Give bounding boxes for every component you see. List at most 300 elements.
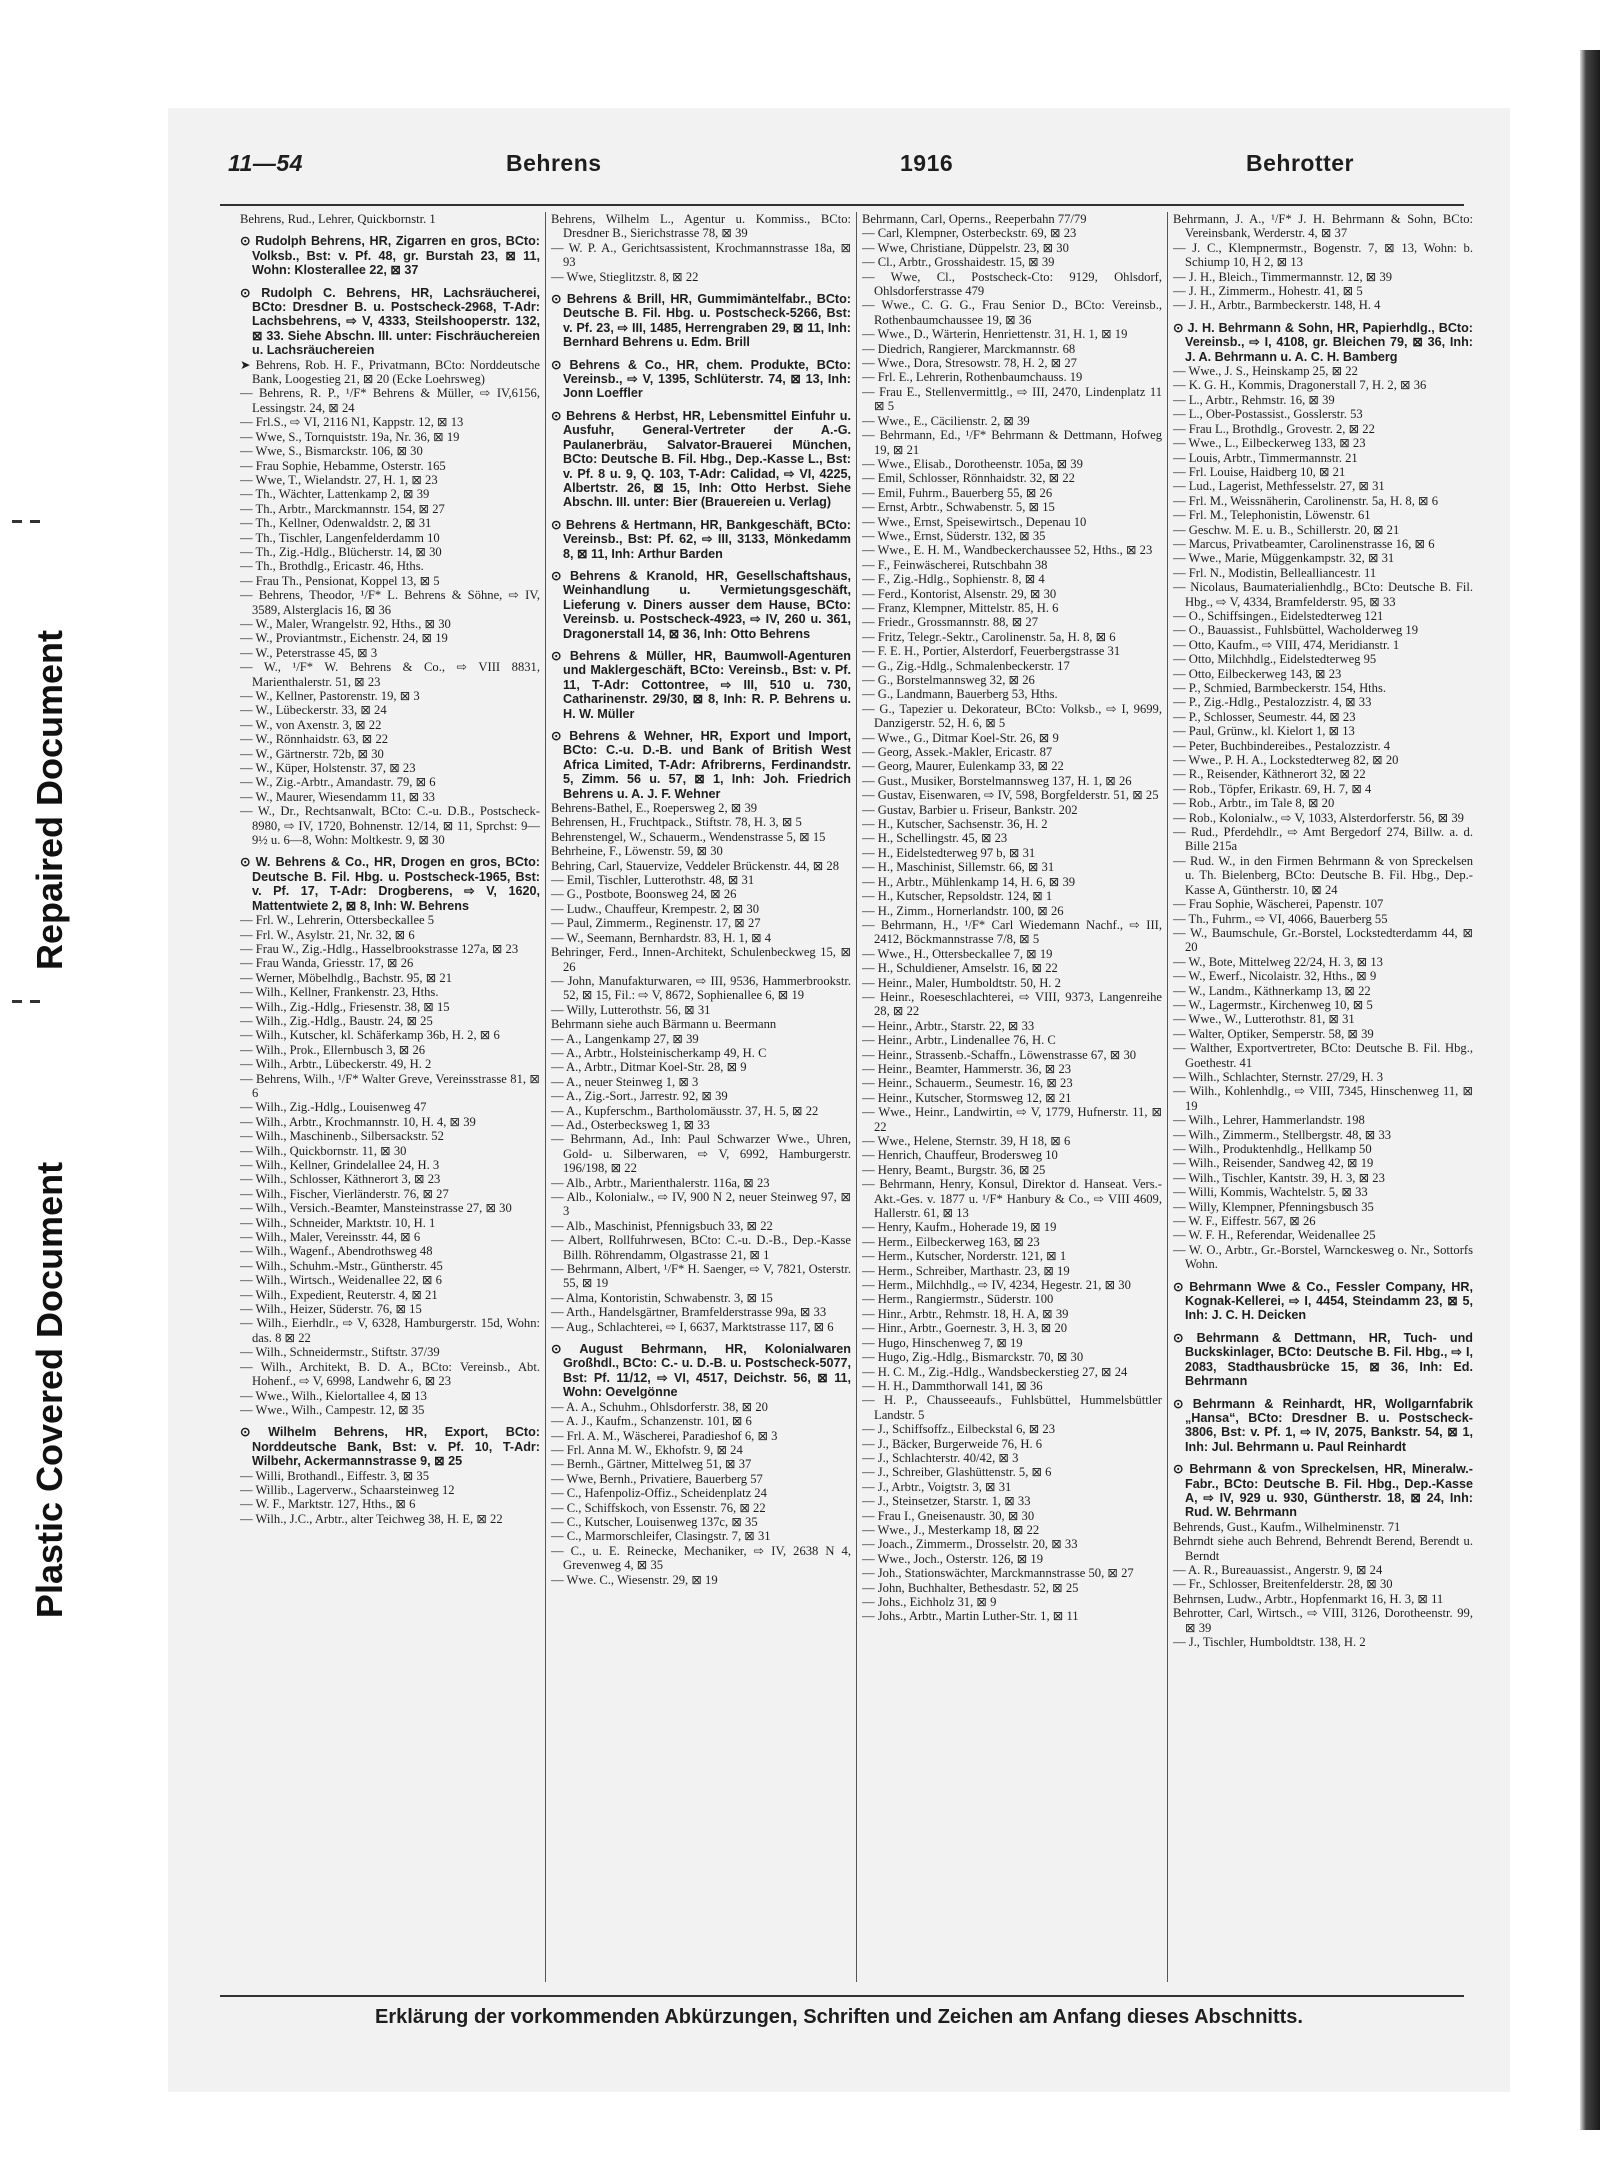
directory-entry: Behrmann, Carl, Operns., Reeperbahn 77/79 — [862, 212, 1087, 226]
directory-entry: — Wwe., J., Mesterkamp 18, ⊠ 22 — [862, 1522, 1040, 1537]
directory-entry: — Wwe., C. G. G., Frau Senior D., BCto: Vereinsb., Rothenbaumchaussee 19, ⊠ 36 — [862, 298, 1162, 327]
directory-entry: — Cl., Arbtr., Grosshaidestr. 15, ⊠ 39 — [862, 255, 1055, 270]
directory-entry: — Wwe., P. H. A., Lockstedterweg 82, ⊠ 20 — [1173, 753, 1399, 768]
directory-entry: — Heinr., Strassenb.-Schaffn., Löwenstrasse 67, ⊠ 30 — [862, 1047, 1137, 1062]
column-2 — [551, 212, 851, 1982]
directory-entry: — J. H., Bleich., Timmermannstr. 12, ⊠ 39 — [1173, 269, 1393, 284]
directory-entry: — Wwe., Marie, Müggenkampstr. 32, ⊠ 31 — [1173, 551, 1395, 566]
directory-entry: — Wilh., Zimmerm., Stellbergstr. 48, ⊠ 33 — [1173, 1127, 1392, 1142]
directory-entry: Behrndt siehe auch Behrend, Behrendt Berend, Berendt u. Berndt — [1173, 1534, 1473, 1563]
directory-entry: — Herm., Rangiermstr., Süderstr. 100 — [862, 1292, 1054, 1307]
directory-entry: — Walter, Optiker, Semperstr. 58, ⊠ 39 — [1173, 1026, 1374, 1041]
directory-entry: — Wwe., J. S., Heinskamp 25, ⊠ 22 — [1173, 364, 1358, 379]
directory-entry: — W. F. H., Referendar, Weidenallee 25 — [1173, 1228, 1376, 1243]
directory-entry: — Herm., Eilbeckerweg 163, ⊠ 23 — [862, 1234, 1040, 1249]
directory-entry: — Wilh., Kellner, Grindelallee 24, H. 3 — [240, 1158, 440, 1172]
directory-entry: — Willi, Kommis, Wachtelstr. 5, ⊠ 33 — [1173, 1185, 1368, 1200]
directory-entry: ⊙ Wilhelm Behrens, HR, Export, BCto: Norddeutsche Bank, Bst: v. Pf. 10, T-Adr: Wilbehr, Ackermannstrasse 9, ⊠ 25 — [240, 1425, 540, 1469]
directory-entry: — Frau L., Brothdlg., Grovestr. 2, ⊠ 22 — [1173, 421, 1375, 436]
margin-dash — [12, 520, 22, 523]
directory-entry: — Henry, Kaufm., Hoherade 19, ⊠ 19 — [862, 1220, 1057, 1235]
directory-entry: — Wilh., Tischler, Kantstr. 39, H. 3, ⊠ 23 — [1173, 1170, 1385, 1185]
directory-entry: — Wilh., J.C., Arbtr., alter Teichweg 38, H. E, ⊠ 22 — [240, 1511, 503, 1526]
directory-entry: — J. C., Klempnermstr., Bogenstr. 7, ⊠ 13, Wohn: b. Schiump 10, H 2, ⊠ 13 — [1173, 240, 1473, 270]
directory-entry: — Behrens, Theodor, ¹/F* L. Behrens & Söhne, ⇨ IV, 3589, Alsterglacis 16, ⊠ 36 — [240, 588, 540, 617]
directory-entry: — Wwe, Christiane, Düppelstr. 23, ⊠ 30 — [862, 240, 1069, 255]
directory-entry: — Emil, Tischler, Lutterothstr. 48, ⊠ 31 — [551, 873, 755, 888]
directory-entry: — Hinr., Arbtr., Rehmstr. 18, H. A, ⊠ 39 — [862, 1306, 1069, 1321]
directory-entry: Behrensen, H., Fruchtpack., Stiftstr. 78, H. 3, ⊠ 5 — [551, 815, 802, 830]
directory-entry: Behrens-Bathel, E., Roepersweg 2, ⊠ 39 — [551, 801, 758, 816]
directory-entry: — Gustav, Barbier u. Friseur, Bankstr. 202 — [862, 802, 1078, 817]
directory-entry: — Wilh., Eierhdlr., ⇨ V, 6328, Hamburgerstr. 15d, Wohn: das. 8 ⊠ 22 — [240, 1316, 540, 1345]
directory-entry: — Alma, Kontoristin, Schwabenstr. 3, ⊠ 15 — [551, 1290, 773, 1305]
directory-entry: — W., Landm., Käthnerkamp 13, ⊠ 22 — [1173, 983, 1371, 998]
directory-entry: — Georg, Maurer, Eulenkamp 33, ⊠ 22 — [862, 759, 1064, 774]
directory-entry: — J., Schiffsoffz., Eilbeckstal 6, ⊠ 23 — [862, 1422, 1056, 1437]
plastic-covered-document-label: Plastic Covered Document — [29, 1161, 70, 1619]
directory-entry: — Willib., Lagerverw., Schaarsteinweg 12 — [240, 1482, 455, 1497]
directory-entry: — F., Zig.-Hdlg., Sophienstr. 8, ⊠ 4 — [862, 572, 1045, 587]
directory-entry: — Willy, Lutterothstr. 56, ⊠ 31 — [551, 1002, 711, 1017]
directory-entry: — Frl.S., ⇨ VI, 2116 N1, Kappstr. 12, ⊠ 13 — [240, 415, 464, 430]
directory-entry: — W., Küper, Holstenstr. 37, ⊠ 23 — [240, 761, 416, 776]
directory-entry: Behrotter, Carl, Wirtsch., ⇨ VIII, 3126, Dorotheenstr. 99, ⊠ 39 — [1173, 1606, 1473, 1635]
directory-entry: — Peter, Buchbindereibes., Pestalozzistr. 4 — [1173, 738, 1391, 753]
directory-entry: — W., Lagermstr., Kirchenweg 10, ⊠ 5 — [1173, 997, 1373, 1012]
directory-entry: — Wwe., Ernst, Speisewirtsch., Depenau 10 — [862, 514, 1087, 529]
directory-entry: — Frl. A. M., Wäscherei, Paradieshof 6, ⊠ 3 — [551, 1428, 778, 1443]
directory-entry: — Otto, Milchhdlg., Eidelstedterweg 95 — [1173, 652, 1377, 667]
directory-columns — [240, 212, 1476, 1992]
directory-entry: — Behrmann, H., ¹/F* Carl Wiedemann Nachf., ⇨ III, 2412, Böckmannstrasse 7/8, ⊠ 5 — [862, 917, 1162, 947]
directory-entry: — A., Zig.-Sort., Jarrestr. 92, ⊠ 39 — [551, 1089, 728, 1104]
directory-entry: — W., Maler, Wrangelstr. 92, Hths., ⊠ 30 — [240, 616, 451, 631]
directory-entry: — Heinr., Schauerm., Seumestr. 16, ⊠ 23 — [862, 1076, 1073, 1091]
directory-entry: — Frau Th., Pensionat, Koppel 13, ⊠ 5 — [240, 573, 440, 588]
directory-entry: — C., Hafenpoliz-Offiz., Scheidenplatz 24 — [551, 1486, 767, 1501]
directory-entry: ⊙ Behrens & Co., HR, chem. Produkte, BCto: Vereinsb., ⇨ V, 1395, Schlüterstr. 74, ⊠ 13, Inh: Jonn Loeffler — [551, 357, 851, 401]
directory-entry: — O., Schiffsingen., Eidelstedterweg 121 — [1173, 608, 1384, 623]
directory-entry: — Wwe., Wilh., Kielortallee 4, ⊠ 13 — [240, 1388, 427, 1403]
directory-entry: — Frl. E., Lehrerin, Rothenbaumchauss. 19 — [862, 370, 1083, 385]
directory-entry: — A. R., Bureauassist., Angerstr. 9, ⊠ 24 — [1173, 1562, 1383, 1577]
directory-entry: — Geschw. M. E. u. B., Schillerstr. 20, ⊠ 21 — [1173, 522, 1400, 537]
directory-entry: — W., Gärtnerstr. 72b, ⊠ 30 — [240, 746, 384, 761]
directory-entry: — G., Borstelmannsweg 32, ⊠ 26 — [862, 673, 1035, 687]
column-divider — [545, 212, 546, 1982]
directory-entry: — Otto, Kaufm., ⇨ VIII, 474, Meridianstr. 1 — [1173, 637, 1400, 652]
directory-entry: — Wwe., E. H. M., Wandbeckerchaussee 52, Hths., ⊠ 23 — [862, 543, 1153, 558]
directory-entry: — Henrich, Chauffeur, Brodersweg 10 — [862, 1148, 1058, 1163]
directory-entry: — Frl. Anna M. W., Ekhofstr. 9, ⊠ 24 — [551, 1442, 743, 1457]
directory-entry: — C., Schiffskoch, von Essenstr. 76, ⊠ 22 — [551, 1500, 766, 1515]
directory-entry: — Wwe., E., Cäcilienstr. 2, ⊠ 39 — [862, 413, 1030, 428]
column-1 — [240, 212, 540, 1982]
directory-entry: — Wwe, S., Tornquiststr. 19a, Nr. 36, ⊠ 19 — [240, 429, 460, 444]
directory-entry: — Joach., Zimmerm., Drosselstr. 20, ⊠ 33 — [862, 1537, 1078, 1552]
directory-entry: — Heinr., Roeseschlachterei, ⇨ VIII, 9373, Langenreihe 28, ⊠ 22 — [862, 989, 1162, 1019]
directory-entry: Behrheine, F., Löwenstr. 59, ⊠ 30 — [551, 844, 723, 859]
directory-entry: — Th., Kellner, Odenwaldstr. 2, ⊠ 31 — [240, 516, 432, 531]
directory-entry: — Wwe., Heinr., Landwirtin, ⇨ V, 1779, Hufnerstr. 11, ⊠ 22 — [862, 1105, 1162, 1134]
column-divider — [1167, 212, 1168, 1982]
directory-entry: — W., Rönnhaidstr. 63, ⊠ 22 — [240, 732, 389, 747]
directory-entry: Behringer, Ferd., Innen-Architekt, Schulenbeckweg 15, ⊠ 26 — [551, 945, 851, 974]
directory-entry: — W., Peterstrasse 45, ⊠ 3 — [240, 645, 378, 660]
directory-entry: — Rud., Pferdehdlr., ⇨ Amt Bergedorf 274, Billw. a. d. Bille 215a — [1173, 825, 1473, 854]
directory-entry: — H. P., Chausseeaufs., Fuhlsbüttel, Hummelsbüttler Landstr. 5 — [862, 1393, 1162, 1422]
directory-entry: — Ferd., Kontorist, Alsenstr. 29, ⊠ 30 — [862, 586, 1057, 601]
running-header — [208, 150, 1470, 190]
directory-entry: ➤ Behrens, Rob. H. F., Privatmann, BCto: Norddeutsche Bank, Loogestieg 21, ⊠ 20 (Ecke Loehrsweg) — [240, 357, 540, 387]
directory-entry: ⊙ August Behrmann, HR, Kolonialwaren Großhdl., BCto: C.- u. D.-B. u. Postscheck-5077, Bst: Pf. 11/12, ⇨ VI, 4517, Deichstr. 56, ⊠ 11, Wohn: Oevelgönne — [551, 1342, 851, 1400]
directory-entry: — J. H., Zimmerm., Hohestr. 41, ⊠ 5 — [1173, 284, 1363, 299]
header-name-right: Behrotter — [1246, 150, 1355, 176]
directory-entry: ⊙ Behrmann Wwe & Co., Fessler Company, HR, Kognak-Kellerei, ⇨ I, 4454, Steindamm 23, ⊠ 5, Inh: J. C. H. Deicken — [1173, 1279, 1473, 1323]
directory-entry: — A. A., Schuhm., Ohlsdorferstr. 38, ⊠ 20 — [551, 1399, 768, 1414]
directory-entry: — Ad., Osterbecksweg 1, ⊠ 33 — [551, 1117, 710, 1132]
directory-entry: — Frl. W., Asylstr. 21, Nr. 32, ⊠ 6 — [240, 927, 415, 942]
directory-entry: — Willy, Klempner, Pfenningsbusch 35 — [1173, 1199, 1374, 1214]
directory-entry: Behrens, Rud., Lehrer, Quickbornstr. 1 — [240, 212, 436, 226]
directory-entry: Behrends, Gust., Kaufm., Wilhelminenstr. 71 — [1173, 1519, 1401, 1534]
directory-entry: — Behrmann, Ad., Inh: Paul Schwarzer Wwe., Uhren, Gold- u. Silberwaren, ⇨ V, 6992, Hamburgerstr. 196/198, ⊠ 22 — [551, 1132, 851, 1176]
directory-entry: — Heinr., Arbtr., Starstr. 22, ⊠ 33 — [862, 1018, 1035, 1033]
directory-entry: — Wilh., Wagenf., Abendrothsweg 48 — [240, 1244, 433, 1259]
directory-entry: — Wilh., Arbtr., Krochmannstr. 10, H. 4, ⊠ 39 — [240, 1114, 476, 1129]
directory-entry: — Wilh., Produktenhdlg., Hellkamp 50 — [1173, 1142, 1372, 1156]
footer-rule — [220, 1995, 1464, 1997]
directory-entry: — Louis, Arbtr., Timmermannstr. 21 — [1173, 450, 1358, 465]
directory-entry: — Wilh., Schneidermstr., Stiftstr. 37/39 — [240, 1345, 440, 1360]
directory-entry: Behrmann, J. A., ¹/F* J. H. Behrmann & Sohn, BCto: Vereinsbank, Werderstr. 4, ⊠ 37 — [1173, 212, 1473, 241]
directory-entry: — Heinr., Beamter, Hammerstr. 36, ⊠ 23 — [862, 1061, 1072, 1076]
column-3 — [862, 212, 1162, 1982]
directory-entry: ⊙ Behrens & Kranold, HR, Gesellschaftshaus, Weinhandlung u. Vermietungsgeschäft, Lieferung v. Diners ausser dem Hause, BCto: Vereinsb. u. Postscheck-4923, ⇨ IV, 260 u. 361, Dragonerstall 14, ⊠ 36, Inh: Otto Behrens — [551, 568, 851, 641]
directory-entry: — Carl, Klempner, Osterbeckstr. 69, ⊠ 23 — [862, 226, 1077, 241]
directory-entry: — Wilh., Maler, Vereinsstr. 44, ⊠ 6 — [240, 1230, 421, 1245]
directory-entry: — Behrens, R. P., ¹/F* Behrens & Müller, ⇨ IV,6156, Lessingstr. 24, ⊠ 24 — [240, 386, 540, 415]
directory-entry: — Paul, Zimmerm., Reginenstr. 17, ⊠ 27 — [551, 916, 761, 931]
directory-entry: — Wilh., Zig.-Hdlg., Friesenstr. 38, ⊠ 15 — [240, 999, 450, 1014]
directory-entry: — Th., Zig.-Hdlg., Blücherstr. 14, ⊠ 30 — [240, 544, 442, 559]
column-4 — [1173, 212, 1473, 1982]
directory-entry: — Herm., Kutscher, Norderstr. 121, ⊠ 1 — [862, 1249, 1067, 1264]
directory-entry: — Wilh., Versich.-Beamter, Mansteinstrasse 27, ⊠ 30 — [240, 1201, 512, 1216]
directory-entry: — Rud. W., in den Firmen Behrmann & von Spreckelsen u. Th. Bielenberg, BCto: Deutsche B. Fil. Hbg., Dep.-Kasse A, Güntherstr. 10, ⊠ 24 — [1173, 853, 1473, 897]
directory-entry: — Wilh., Prok., Ellernbusch 3, ⊠ 26 — [240, 1042, 426, 1057]
directory-entry: — Wilh., Wirtsch., Weidenallee 22, ⊠ 6 — [240, 1273, 442, 1288]
directory-entry: — F. E. H., Portier, Alsterdorf, Feuerbergstrasse 31 — [862, 644, 1121, 659]
directory-entry: — H., Schellingstr. 45, ⊠ 23 — [862, 831, 1008, 846]
directory-entry: Behring, Carl, Stauervize, Veddeler Brückenstr. 44, ⊠ 28 — [551, 858, 840, 873]
directory-entry: — Fr., Schlosser, Breitenfelderstr. 28, ⊠ 30 — [1173, 1577, 1393, 1592]
directory-entry: — G., Postbote, Boonsweg 24, ⊠ 26 — [551, 887, 737, 902]
directory-entry: — Willi, Brothandl., Eiffestr. 3, ⊠ 35 — [240, 1468, 430, 1483]
directory-entry: — H., Arbtr., Mühlenkamp 14, H. 6, ⊠ 39 — [862, 874, 1076, 889]
directory-entry: ⊙ Behrens & Müller, HR, Baumwoll-Agenturen und Maklergeschäft, BCto: Vereinsb., Bst: v. Pf. 11, T-Adr: Cottontree, ⇨ III, 510 u. 730, Catharinenstr. 29/30, ⊠ 8, Inh: R. P. Behrens u. H. W. Müller — [551, 648, 851, 721]
directory-entry: — W., Bote, Mittelweg 22/24, H. 3, ⊠ 13 — [1173, 954, 1383, 969]
directory-entry: — Heinr., Arbtr., Lindenallee 76, H. C — [862, 1033, 1056, 1048]
directory-entry: — Diedrich, Rangierer, Marckmannstr. 68 — [862, 341, 1076, 356]
directory-entry: ⊙ Rudolph Behrens, HR, Zigarren en gros, BCto: Volksb., Bst: v. Pf. 48, gr. Burstah 23, ⊠ 11, Wohn: Klosterallee 22, ⊠ 37 — [240, 234, 540, 278]
directory-entry: — Henry, Beamt., Burgstr. 36, ⊠ 25 — [862, 1162, 1046, 1177]
directory-entry: — Wilh., Architekt, B. D. A., BCto: Vereinsb., Abt. Hohenf., ⇨ V, 6998, Landwehr 6, ⊠ 23 — [240, 1359, 540, 1389]
directory-entry: — Behrens, Wilh., ¹/F* Walter Greve, Vereinsstrasse 81, ⊠ 6 — [240, 1071, 540, 1100]
directory-entry: — C., Kutscher, Louisenweg 137c, ⊠ 35 — [551, 1514, 758, 1529]
directory-entry: — A., Langenkamp 27, ⊠ 39 — [551, 1031, 699, 1046]
directory-entry: — L., Ober-Postassist., Gosslerstr. 53 — [1173, 407, 1363, 422]
repaired-document-label: Repaired Document — [29, 629, 70, 971]
directory-entry: — A., Arbtr., Ditmar Koel-Str. 28, ⊠ 9 — [551, 1060, 747, 1075]
directory-entry: — Ludw., Chauffeur, Krempestr. 2, ⊠ 30 — [551, 901, 760, 916]
directory-entry: — A., Arbtr., Holsteinischerkamp 49, H. C — [551, 1045, 767, 1060]
directory-entry: — H., Kutscher, Sachsenstr. 36, H. 2 — [862, 817, 1048, 832]
directory-entry: — H. H., Dammthorwall 141, ⊠ 36 — [862, 1378, 1043, 1393]
directory-entry: — P., Schmied, Barmbeckerstr. 154, Hths. — [1173, 681, 1387, 695]
margin-annotations — [0, 0, 120, 2177]
directory-entry: — Behrmann, Ed., ¹/F* Behrmann & Dettmann, Hofweg 19, ⊠ 21 — [862, 428, 1162, 457]
directory-entry: — R., Reisender, Käthnerort 32, ⊠ 22 — [1173, 767, 1366, 782]
directory-entry: — K. G. H., Kommis, Dragonerstall 7, H. 2, ⊠ 36 — [1173, 378, 1427, 393]
directory-entry: — Albert, Rollfuhrwesen, BCto: C.-u. D.-B., Dep.-Kasse Billh. Röhrendamm, Olgastrasse 21, ⊠ 1 — [551, 1233, 851, 1262]
directory-entry: — Herm., Schreiber, Marthastr. 23, ⊠ 19 — [862, 1263, 1070, 1278]
directory-entry: — W., Proviantmstr., Eichenstr. 24, ⊠ 19 — [240, 631, 448, 646]
directory-entry: — Wwe., Helene, Sternstr. 39, H 18, ⊠ 6 — [862, 1134, 1071, 1148]
column-divider — [856, 212, 857, 1982]
directory-entry: — W., Kellner, Pastorenstr. 19, ⊠ 3 — [240, 689, 420, 703]
directory-entry: ⊙ Behrens & Hertmann, HR, Bankgeschäft, BCto: Vereinsb., Bst: Pf. 62, ⇨ III, 3133, Mönkedamm 8, ⊠ 11, Inh: Arthur Barden — [551, 517, 851, 561]
directory-entry: — Wilh., Zig.-Hdlg., Baustr. 24, ⊠ 25 — [240, 1013, 433, 1028]
directory-entry: — W. P. A., Gerichtsassistent, Krochmannstrasse 18a, ⊠ 93 — [551, 240, 851, 270]
directory-entry: — Alb., Arbtr., Marienthalerstr. 116a, ⊠ 23 — [551, 1175, 770, 1190]
directory-entry: — Franz, Klempner, Mittelstr. 85, H. 6 — [862, 600, 1059, 615]
directory-entry: ⊙ Behrens & Brill, HR, Gummimäntelfabr., BCto: Deutsche B. Fil. Hbg. u. Postscheck-5266, Bst: v. Pf. 23, ⇨ III, 1485, Herrengraben 29, ⊠ 11, Inh: Bernhard Behrens u. Edm. Brill — [551, 292, 851, 350]
directory-entry: — Gust., Musiker, Borstelmannsweg 137, H. 1, ⊠ 26 — [862, 773, 1132, 788]
directory-entry: Behrens, Wilhelm L., Agentur u. Kommiss., BCto: Dresdner B., Sierichstrasse 78, ⊠ 39 — [551, 212, 851, 241]
directory-entry: — Aug., Schlachterei, ⇨ I, 6637, Marktstrasse 117, ⊠ 6 — [551, 1319, 834, 1334]
directory-entry: — Wwe., Elisab., Dorotheenstr. 105a, ⊠ 39 — [862, 456, 1083, 471]
directory-entry: — Alb., Maschinist, Pfennigsbuch 33, ⊠ 22 — [551, 1218, 773, 1233]
directory-entry: — G., Landmann, Bauerberg 53, Hths. — [862, 687, 1058, 702]
directory-entry: — C., Marmorschleifer, Clasingstr. 7, ⊠ 31 — [551, 1529, 771, 1544]
directory-entry: — Hugo, Hinschenweg 7, ⊠ 19 — [862, 1335, 1023, 1350]
directory-entry: — W., Ewerf., Nicolaistr. 32, Hths., ⊠ 9 — [1173, 969, 1377, 984]
directory-entry: — Walther, Exportvertreter, BCto: Deutsche B. Fil. Hbg., Goethestr. 41 — [1173, 1041, 1473, 1070]
directory-entry: — Wwe, Cl., Postscheck-Cto: 9129, Ohlsdorf, Ohlsdorferstrasse 479 — [862, 269, 1162, 299]
directory-entry: — Wwe, T., Wielandstr. 27, H. 1, ⊠ 23 — [240, 472, 438, 487]
directory-entry: — H. C. M., Zig.-Hdlg., Wandsbeckerstieg 27, ⊠ 24 — [862, 1364, 1128, 1379]
directory-page — [168, 108, 1510, 2092]
directory-entry: — Wilh., Schneider, Marktstr. 10, H. 1 — [240, 1215, 436, 1230]
directory-entry: — Wilh., Schlachter, Sternstr. 27/29, H. 3 — [1173, 1069, 1384, 1084]
directory-entry: ⊙ Behrens & Wehner, HR, Export und Import, BCto: C.-u. D.-B. und Bank of British West Africa Limited, T-Adr: Afribrerns, Ferdinandstr. 5, Zimm. 56 u. 57, ⊠ 1, Inh: Joh. Friedrich Behrens u. A. J. F. Wehner — [551, 729, 851, 801]
directory-entry: — Paul, Grünw., kl. Kielort 1, ⊠ 13 — [1173, 724, 1355, 739]
directory-entry: — W., Seemann, Bernhardstr. 83, H. 1, ⊠ 4 — [551, 930, 772, 945]
book-edge-shadow — [1580, 50, 1600, 2130]
directory-entry: — W., ¹/F* W. Behrens & Co., ⇨ VIII 8831, Marienthalerstr. 51, ⊠ 23 — [240, 660, 540, 689]
directory-entry: — Frau W., Zig.-Hdlg., Hasselbrookstrasse 127a, ⊠ 23 — [240, 941, 519, 956]
directory-entry: — Wwe., Joch., Osterstr. 126, ⊠ 19 — [862, 1551, 1044, 1566]
directory-entry: — Wwe., Wilh., Campestr. 12, ⊠ 35 — [240, 1402, 425, 1417]
directory-entry: — Wilh., Heizer, Süderstr. 76, ⊠ 15 — [240, 1302, 422, 1317]
directory-entry: — Werner, Möbelhdlg., Bachstr. 95, ⊠ 21 — [240, 970, 453, 985]
directory-entry: — Fritz, Telegr.-Sektr., Carolinenstr. 5a, H. 8, ⊠ 6 — [862, 629, 1116, 644]
directory-entry: — Wilh., Arbtr., Lübeckerstr. 49, H. 2 — [240, 1057, 432, 1072]
directory-entry: — W., Lübeckerstr. 33, ⊠ 24 — [240, 703, 387, 718]
directory-entry: — Wwe, S., Bismarckstr. 106, ⊠ 30 — [240, 444, 423, 459]
directory-entry: — J., Tischler, Humboldtstr. 138, H. 2 — [1173, 1635, 1366, 1649]
directory-entry: — Lud., Lagerist, Methfesselstr. 27, ⊠ 31 — [1173, 479, 1385, 494]
directory-entry: — J. H., Arbtr., Barmbeckerstr. 148, H. 4 — [1173, 298, 1381, 313]
directory-entry: ⊙ Behrens & Herbst, HR, Lebensmittel Einfuhr u. Ausfuhr, General-Vertreter der A.-G. Paulanerbräu, Salvator-Brauerei München, BCto: Deutsche B. Fil. Hbg., Dep.-Kasse L., Bst: v. Pf. 8 u. 9, Q. 103, T-Adr: Calidad, ⇨ VI, 4225, Albertstr. 26, ⊠ 15, Inh: Otto Herbst. Siehe Abschn. III. unter: Bier (Brauereien u. Verlag) — [551, 408, 851, 510]
directory-entry: — Frl. W., Lehrerin, Ottersbeckallee 5 — [240, 913, 435, 928]
directory-entry: — J., Steinsetzer, Starstr. 1, ⊠ 33 — [862, 1494, 1031, 1509]
directory-entry: — Frl. Louise, Haidberg 10, ⊠ 21 — [1173, 464, 1346, 479]
directory-entry: — Wwe., W., Lutterothstr. 81, ⊠ 31 — [1173, 1012, 1355, 1027]
directory-entry: — Th., Fuhrm., ⇨ VI, 4066, Bauerberg 55 — [1173, 911, 1388, 926]
directory-entry: — Th., Arbtr., Marckmannstr. 154, ⊠ 27 — [240, 501, 445, 516]
directory-entry: — P., Schlosser, Seumestr. 44, ⊠ 23 — [1173, 709, 1356, 724]
directory-entry: — Wwe., Dora, Stresowstr. 78, H. 2, ⊠ 27 — [862, 356, 1077, 371]
directory-entry: — Wilh., Schlosser, Käthnerort 3, ⊠ 23 — [240, 1172, 441, 1187]
directory-entry: — W. O., Arbtr., Gr.-Borstel, Warnckesweg o. Nr., Sottorfs Wohn. — [1173, 1242, 1473, 1272]
directory-entry: ⊙ Rudolph C. Behrens, HR, Lachsräucherei, BCto: Dresdner B. u. Postscheck-2968, T-Adr: Lachsbehrens, ⇨ V, 4333, Steilshooperstr. 132, ⊠ 33. Siehe Abschn. III. unter: Fischräuchereien u. Lachsräuchereien — [240, 285, 540, 358]
directory-entry: — J., Bäcker, Burgerweide 76, H. 6 — [862, 1436, 1043, 1451]
directory-entry: Behrenstengel, W., Schauerm., Wendenstrasse 5, ⊠ 15 — [551, 829, 826, 844]
directory-entry: — J., Schlachterstr. 40/42, ⊠ 3 — [862, 1450, 1019, 1465]
directory-entry: — G., Tapezier u. Dekorateur, BCto: Volksb., ⇨ I, 9699, Danzigerstr. 52, H. 6, ⊠ 5 — [862, 701, 1162, 731]
directory-entry: — Wwe., L., Eilbeckerweg 133, ⊠ 23 — [1173, 436, 1366, 451]
directory-entry: — Arth., Handelsgärtner, Bramfelderstrasse 99a, ⊠ 33 — [551, 1305, 827, 1320]
directory-entry: — A., neuer Steinweg 1, ⊠ 3 — [551, 1074, 699, 1089]
directory-entry: ⊙ J. H. Behrmann & Sohn, HR, Papierhdlg., BCto: Vereinsb., ⇨ I, 4108, gr. Bleichen 79, ⊠ 36, Inh: J. A. Behrmann u. A. C. H. Bamberg — [1173, 320, 1473, 364]
directory-entry: — W. F., Marktstr. 127, Hths., ⊠ 6 — [240, 1497, 416, 1512]
directory-entry: — W., Maurer, Wiesendamm 11, ⊠ 33 — [240, 789, 435, 804]
directory-entry: — Wilh., Kellner, Frankenstr. 23, Hths. — [240, 985, 439, 1000]
directory-entry: — John, Manufakturwaren, ⇨ III, 9536, Hammerbrookstr. 52, ⊠ 15, Fil.: ⇨ V, 8672, Sophienallee 6, ⊠ 19 — [551, 973, 851, 1003]
directory-entry: — Behrmann, Henry, Konsul, Direktor d. Hanseat. Vers.-Akt.-Ges. v. 1877 u. ¹/F* Hanbury & Co., ⇨ VIII 4609, Hallerstr. 61, ⊠ 13 — [862, 1177, 1162, 1221]
directory-entry: — Wilh., Reisender, Sandweg 42, ⊠ 19 — [1173, 1156, 1374, 1171]
directory-entry: — W. F., Eiffestr. 567, ⊠ 26 — [1173, 1214, 1316, 1229]
directory-entry: — G., Zig.-Hdlg., Schmalenbeckerstr. 17 — [862, 658, 1070, 673]
directory-entry: — Wilh., Maschinenb., Silbersackstr. 52 — [240, 1129, 444, 1144]
directory-entry: — Wilh., Kohlenhdlg., ⇨ VIII, 7345, Hinschenweg 11, ⊠ 19 — [1173, 1084, 1473, 1113]
directory-entry: — Wilh., Kutscher, kl. Schäferkamp 36b, H. 2, ⊠ 6 — [240, 1028, 500, 1043]
page-number: 11—54 — [228, 150, 303, 176]
directory-entry: — Wilh., Expedient, Reuterstr. 4, ⊠ 21 — [240, 1287, 438, 1302]
directory-entry: — Wwe., D., Wärterin, Henriettenstr. 31, H. 1, ⊠ 19 — [862, 327, 1128, 342]
directory-entry: — Wwe., Ernst, Süderstr. 132, ⊠ 35 — [862, 528, 1046, 543]
directory-entry: — Rob., Kolonialw., ⇨ V, 1033, Alsterdorferstr. 56, ⊠ 39 — [1173, 810, 1464, 825]
directory-entry: — Emil, Fuhrm., Bauerberg 55, ⊠ 26 — [862, 485, 1053, 500]
directory-entry: — W., Dr., Rechtsanwalt, BCto: C.-u. D.B., Postscheck-8980, ⇨ IV, 1720, Bohnenstr. 12/14, ⊠ 11, Sprchst: 9—9½ u. 6—8, Wohn: Moltkestr. 9, ⊠ 30 — [240, 804, 540, 848]
directory-entry: — Herm., Milchhdlg., ⇨ IV, 4234, Hegestr. 21, ⊠ 30 — [862, 1278, 1131, 1293]
directory-entry: — J., Arbtr., Voigtstr. 3, ⊠ 31 — [862, 1479, 1012, 1494]
directory-entry: — Frl. M., Telephonistin, Löwenstr. 61 — [1173, 508, 1371, 523]
directory-entry: — Rob., Töpfer, Erikastr. 69, H. 7, ⊠ 4 — [1173, 781, 1372, 796]
directory-entry: — C., u. E. Reinecke, Mechaniker, ⇨ IV, 2638 N 4, Grevenweg 4, ⊠ 35 — [551, 1543, 851, 1573]
directory-entry: — H., Maschinist, Sillemstr. 66, ⊠ 31 — [862, 860, 1055, 875]
directory-entry: — Joh., Stationswächter, Marckmannstrasse 50, ⊠ 27 — [862, 1566, 1134, 1581]
directory-entry: Behrnsen, Ludw., Arbtr., Hopfenmarkt 16, H. 3, ⊠ 11 — [1173, 1591, 1444, 1606]
directory-entry: — L., Arbtr., Rehmstr. 16, ⊠ 39 — [1173, 392, 1335, 407]
directory-entry: — Wwe, Stieglitzstr. 8, ⊠ 22 — [551, 269, 699, 284]
directory-entry: — W., Baumschule, Gr.-Borstel, Lockstedterdamm 44, ⊠ 20 — [1173, 925, 1473, 955]
directory-entry: — F., Feinwäscherei, Rutschbahn 38 — [862, 557, 1048, 572]
directory-entry: — Friedr., Grossmannstr. 88, ⊠ 27 — [862, 615, 1039, 630]
directory-entry: — A., Kupferschm., Bartholomäusstr. 37, H. 5, ⊠ 22 — [551, 1103, 819, 1118]
directory-entry: — Johs., Eichholz 31, ⊠ 9 — [862, 1595, 997, 1609]
directory-entry: — Hinr., Arbtr., Goernestr. 3, H. 3, ⊠ 20 — [862, 1321, 1068, 1336]
footer-note: Erklärung der vorkommenden Abkürzungen, Schriften und Zeichen am Anfang dieses Abschnitts. — [375, 2006, 1303, 2028]
directory-entry: — P., Zig.-Hdlg., Pestalozzistr. 4, ⊠ 33 — [1173, 695, 1372, 710]
directory-entry: — H., Eidelstedterweg 97 b, ⊠ 31 — [862, 845, 1036, 860]
directory-entry: — Hugo, Zig.-Hdlg., Bismarckstr. 70, ⊠ 30 — [862, 1350, 1084, 1365]
directory-entry: — Frau I., Gneisenaustr. 30, ⊠ 30 — [862, 1508, 1035, 1523]
directory-entry: ⊙ Behrmann & Dettmann, HR, Tuch- und Buckskinlager, BCto: Deutsche B. Fil. Hbg., ⇨ I, 2083, Stadthausbrücke 15, ⊠ 36, Inh: Ed. Behrmann — [1173, 1330, 1473, 1389]
directory-entry: — Alb., Kolonialw., ⇨ IV, 900 N 2, neuer Steinweg 97, ⊠ 3 — [551, 1190, 851, 1219]
directory-entry: — Wilh., Schuhm.-Mstr., Güntherstr. 45 — [240, 1258, 443, 1273]
directory-entry: — A. J., Kaufm., Schanzenstr. 101, ⊠ 6 — [551, 1414, 752, 1429]
directory-entry: — Frau Sophie, Wäscherei, Papenstr. 107 — [1173, 897, 1384, 912]
margin-dash — [30, 1000, 40, 1003]
directory-entry: — Johs., Arbtr., Martin Luther-Str. 1, ⊠ 11 — [862, 1609, 1079, 1624]
directory-entry: Behrmann siehe auch Bärmann u. Beermann — [551, 1017, 777, 1032]
directory-entry: — Frau Wanda, Griesstr. 17, ⊠ 26 — [240, 956, 414, 971]
directory-entry: — J., Schreiber, Glashüttenstr. 5, ⊠ 6 — [862, 1465, 1052, 1480]
directory-entry: — H., Kutscher, Repsoldstr. 124, ⊠ 1 — [862, 889, 1053, 904]
directory-entry: — Marcus, Privatbeamter, Carolinenstrasse 16, ⊠ 6 — [1173, 536, 1435, 551]
directory-entry: — Wilh., Zig.-Hdlg., Louisenweg 47 — [240, 1100, 427, 1115]
directory-entry: — W., Zig.-Arbtr., Amandastr. 79, ⊠ 6 — [240, 775, 436, 790]
directory-entry: — Heinr., Maler, Humboldtstr. 50, H. 2 — [862, 975, 1061, 990]
header-name-left: Behrens — [506, 150, 602, 176]
directory-entry: — Georg, Assek.-Makler, Ericastr. 87 — [862, 745, 1053, 760]
directory-entry: — Wilh., Lehrer, Hammerlandstr. 198 — [1173, 1113, 1365, 1128]
directory-entry: — John, Buchhalter, Bethesdastr. 52, ⊠ 25 — [862, 1580, 1079, 1595]
margin-dash — [12, 1000, 22, 1003]
directory-entry: — Ernst, Arbtr., Schwabenstr. 5, ⊠ 15 — [862, 500, 1055, 515]
margin-dash — [30, 520, 40, 523]
directory-entry: — Th., Brothdlg., Ericastr. 46, Hths. — [240, 559, 424, 574]
directory-entry: — Wilh., Quickbornstr. 11, ⊠ 30 — [240, 1143, 407, 1158]
directory-entry: — Frau Sophie, Hebamme, Osterstr. 165 — [240, 458, 446, 473]
directory-entry: ⊙ Behrmann & Reinhardt, HR, Wollgarnfabrik „Hansa“, BCto: Dresdner B. u. Postscheck-3806, Bst: v. Pf. 1, ⇨ IV, 2075, Bankstr. 54, ⊠ 1, Inh: Jul. Behrmann u. Paul Reinhardt — [1173, 1396, 1473, 1454]
directory-entry: — Emil, Schlosser, Rönnhaidstr. 32, ⊠ 22 — [862, 471, 1075, 486]
directory-entry: — Wwe., H., Ottersbeckallee 7, ⊠ 19 — [862, 946, 1053, 961]
directory-entry: ⊙ Behrmann & von Spreckelsen, HR, Mineralw.-Fabr., BCto: Deutsche B. Fil. Hbg., Dep.-Kasse A, ⇨ IV, 929 u. 930, Güntherstr. 18, ⊠ 24, Inh: Rud. W. Behrmann — [1173, 1462, 1473, 1520]
directory-entry: — O., Bauassist., Fuhlsbüttel, Wacholderweg 19 — [1173, 623, 1419, 638]
directory-entry: — Th., Tischler, Langenfelderdamm 10 — [240, 530, 440, 545]
directory-entry: ⊙ W. Behrens & Co., HR, Drogen en gros, BCto: Deutsche B. Fil. Hbg. u. Postscheck-1965, Bst: v. Pf. 17, T-Adr: Drogberens, ⇨ V, 1620, Mattentwiete 2, ⊠ 8, Inh: W. Behrens — [240, 855, 540, 913]
directory-entry: — Frl. N., Modistin, Belleallianсestr. 11 — [1173, 565, 1377, 580]
directory-entry: — Nicolaus, Baumaterialienhdlg., BCto: Deutsche B. Fil. Hbg., ⇨ V, 4334, Bramfelderstr. 95, ⊠ 33 — [1173, 580, 1473, 609]
directory-entry: — Rob., Arbtr., im Tale 8, ⊠ 20 — [1173, 796, 1335, 811]
directory-entry: — Frl. M., Weissnäherin, Carolinenstr. 5a, H. 8, ⊠ 6 — [1173, 493, 1439, 508]
directory-entry: — Wwe, Bernh., Privatiere, Bauerberg 57 — [551, 1471, 763, 1486]
directory-entry: — Heinr., Kutscher, Stormsweg 12, ⊠ 21 — [862, 1090, 1072, 1105]
directory-entry: — Bernh., Gärtner, Mittelweg 51, ⊠ 37 — [551, 1457, 752, 1472]
header-rule — [220, 204, 1464, 206]
directory-entry: — W., von Axenstr. 3, ⊠ 22 — [240, 717, 382, 732]
directory-entry: — Otto, Eilbeckerweg 143, ⊠ 23 — [1173, 666, 1342, 681]
directory-entry: — Wwe. C., Wiesenstr. 29, ⊠ 19 — [551, 1572, 718, 1587]
directory-entry: — Frau E., Stellenvermittlg., ⇨ III, 2470, Lindenplatz 11 ⊠ 5 — [862, 384, 1162, 414]
directory-entry: — Gustav, Eisenwaren, ⇨ IV, 598, Borgfelderstr. 51, ⊠ 25 — [862, 788, 1159, 803]
header-year: 1916 — [900, 150, 954, 176]
